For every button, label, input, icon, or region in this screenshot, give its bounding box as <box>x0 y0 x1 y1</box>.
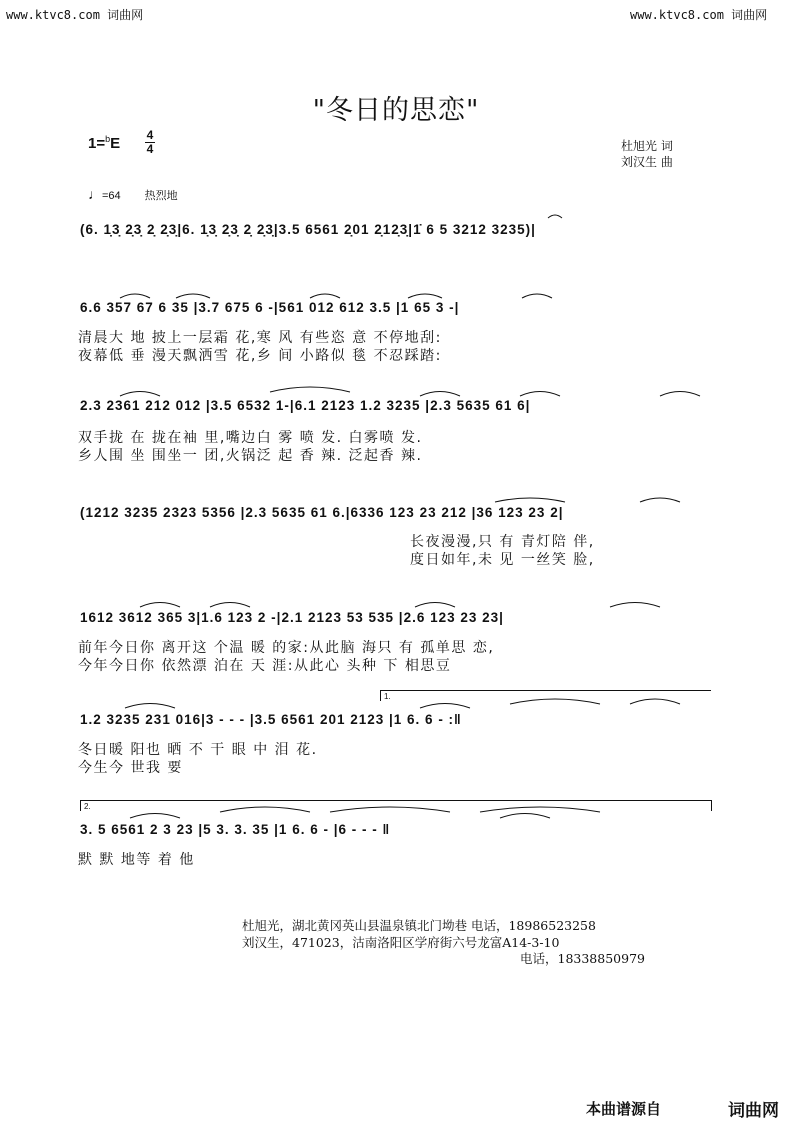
slur <box>520 392 560 397</box>
lyrics-line-4-verse-1: 长夜漫漫,只 有 青灯陪 伴, <box>410 534 595 550</box>
key-note: E <box>110 135 121 152</box>
source-label: 本曲谱源自 <box>586 1100 662 1118</box>
notation-line-6: 1.2 3235 231 016|3 - - - |3.5 6561 201 2123 |1 6. 6 - :‖ <box>80 712 462 727</box>
time-signature-top: 4 <box>146 128 154 142</box>
slur <box>210 603 250 608</box>
slur <box>140 603 180 608</box>
composer-credit: 刘汉生 曲 <box>621 155 673 169</box>
lyrics-line-6-verse-1: 冬日暖 阳也 晒 不 干 眼 中 泪 花. <box>78 742 318 758</box>
slur <box>480 807 600 812</box>
slur <box>510 699 600 704</box>
lyrics-line-5-verse-2: 今年今日你 依然漂 泊在 天 涯:从此心 头种 下 相思豆 <box>78 658 452 674</box>
volta-number-2: 2. <box>84 802 91 811</box>
slur <box>270 387 350 392</box>
slur <box>415 603 455 608</box>
lyrics-line-2-verse-2: 夜幕低 垂 漫天飘洒雪 花,乡 间 小路似 毯 不忍踩踏: <box>78 348 442 364</box>
time-signature-bottom: 4 <box>146 142 154 156</box>
watermark-right: www.ktvc8.com 词曲网 <box>630 8 768 22</box>
notation-line-4: (1212 3235 2323 5356 |2.3 5635 61 6.|6336 123 23 212 |36 123 23 2| <box>80 505 564 520</box>
slur <box>125 704 175 709</box>
key-prefix: 1= <box>88 135 106 152</box>
expression-marking: 热烈地 <box>144 190 178 202</box>
tempo-bpm: =64 <box>102 190 121 202</box>
slur <box>330 807 450 812</box>
footer-contact-lyricist: 杜旭光，湖北黄冈英山县温泉镇北门坳巷 电话，18986523258 <box>242 918 596 933</box>
lyricist-credit: 杜旭光 词 <box>621 139 673 153</box>
slur <box>420 392 460 397</box>
lyrics-line-2-verse-1: 清晨大 地 披上一层霜 花,寒 风 有些恣 意 不停地刮: <box>78 330 442 346</box>
slur <box>130 814 180 819</box>
brand-logo-text[interactable]: 词曲网 <box>728 1101 779 1121</box>
slur <box>660 392 700 397</box>
slur <box>420 704 470 709</box>
notation-line-3: 2.3 2361 212 012 |3.5 6532 1-|6.1 2123 1.2 3235 |2.3 5635 61 6| <box>80 398 531 413</box>
lyrics-line-6-verse-2: 今生今 世我 要 <box>78 760 183 776</box>
notation-line-7: 3. 5 6561 2 3 23 |5 3. 3. 35 |1 6. 6 - |6 - - - ‖ <box>80 822 391 837</box>
lyrics-line-4-verse-2: 度日如年,未 见 一丝笑 脸, <box>410 552 595 568</box>
slur <box>500 814 550 819</box>
volta-number-1: 1. <box>384 692 391 701</box>
slur <box>120 392 160 397</box>
slur <box>176 294 210 298</box>
notation-line-5: 1612 3612 365 3|1.6 123 2 -|2.1 2123 53 535 |2.6 123 23 23| <box>80 610 504 625</box>
slur <box>310 294 340 298</box>
slur <box>522 294 552 298</box>
slur <box>220 807 310 812</box>
quarter-note-icon: ♩ <box>88 186 102 202</box>
watermark-left: www.ktvc8.com 词曲网 <box>6 8 144 22</box>
slur <box>120 294 150 298</box>
lyrics-line-3-verse-2: 乡人围 坐 围坐一 团,火锅泛 起 香 辣. 泛起香 辣. <box>78 448 423 464</box>
lyrics-line-5-verse-1: 前年今日你 离开这 个温 暖 的家:从此脑 海只 有 孤单思 恋, <box>78 640 495 656</box>
notation-line-2: 6.6 357 67 6 35 |3.7 675 6 -|561 012 612 3.5 |1 65 3 -| <box>80 300 460 315</box>
lyrics-line-3-verse-1: 双手拢 在 拢在袖 里,嘴边白 雾 喷 发. 白雾喷 发. <box>78 430 423 446</box>
notation-line-1: (6. 1̣3̣ 2̣3̣ 2̣ 2̣3̣|6. 1̣3̣ 2̣3̣ 2̣ 2̣3̣|3.5 6561 2̣01 2̣12̣3̣|1̇ 6 5 3212 3235)| <box>80 222 536 237</box>
slur <box>630 699 680 704</box>
footer-phone-composer: 电话，18338850979 <box>520 951 645 966</box>
footer-contact-composer: 刘汉生，471023，沽南洛阳区学府街六号龙富A14-3-10 <box>242 935 560 950</box>
slur <box>408 294 442 298</box>
slur <box>640 498 680 502</box>
lyrics-line-7-verse-1: 默 默 地等 着 他 <box>78 852 195 868</box>
slur <box>548 215 562 218</box>
slur <box>610 603 660 608</box>
song-title: "冬日的思恋" <box>312 95 480 126</box>
slur <box>495 498 565 502</box>
flat-sign: b <box>105 134 111 144</box>
